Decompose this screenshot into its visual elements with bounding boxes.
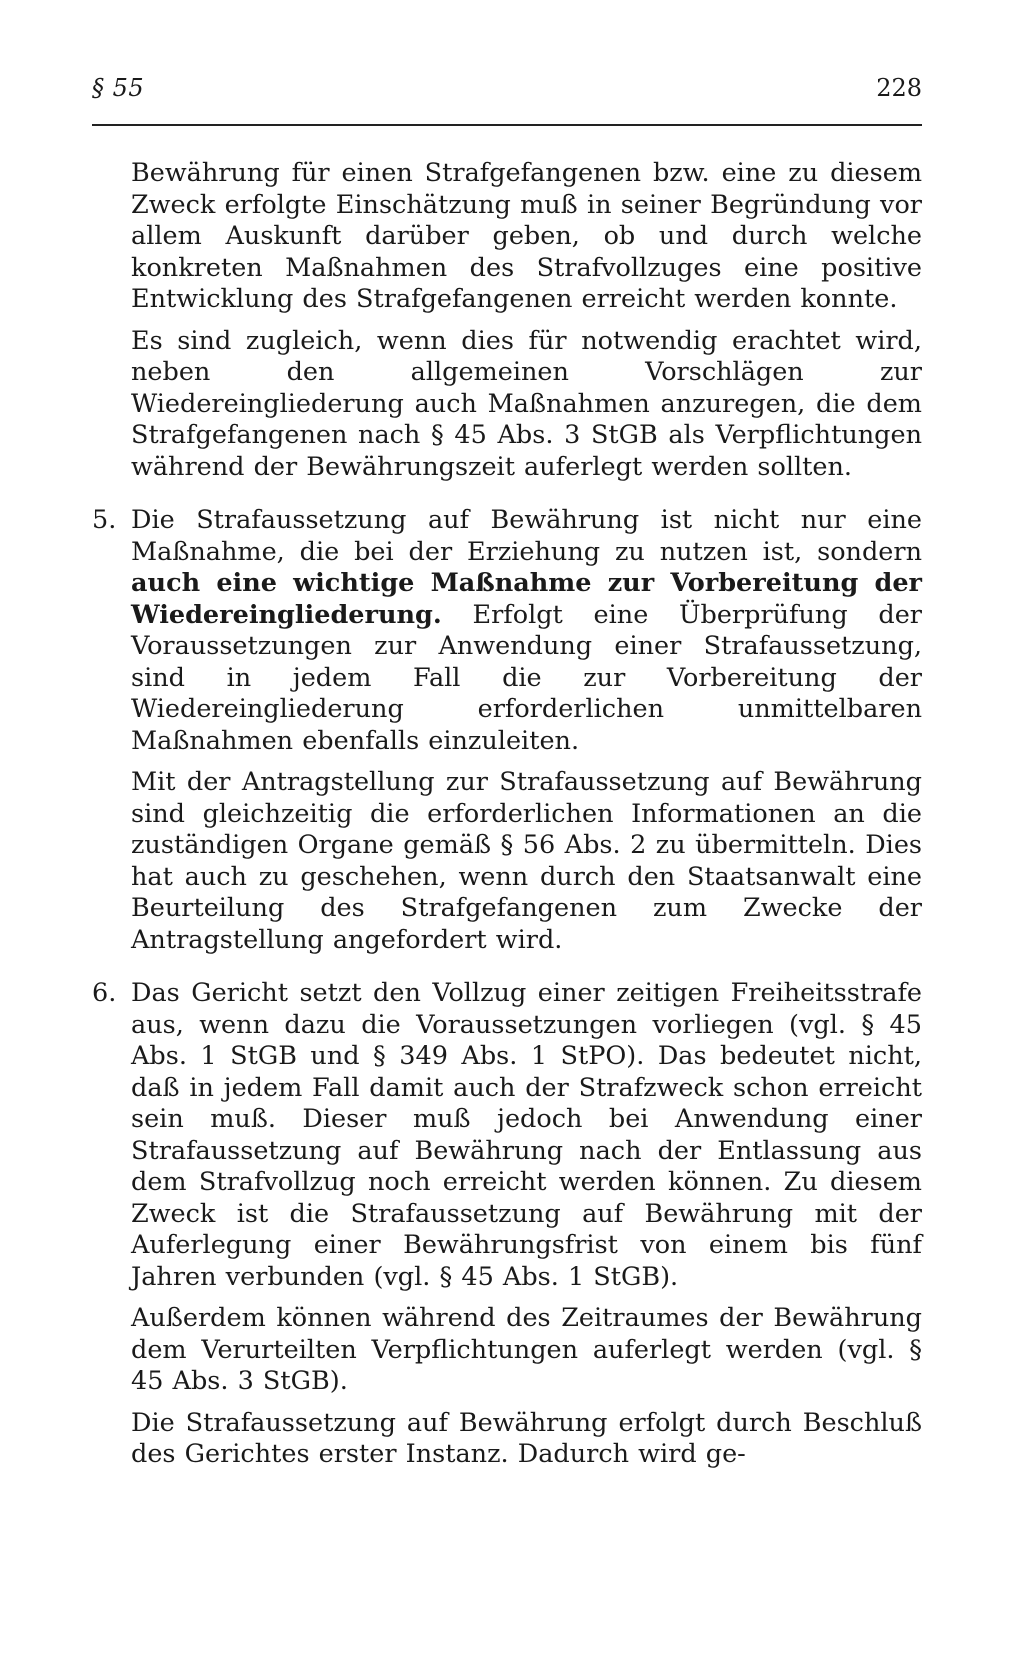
page-header [92, 74, 922, 114]
section-reference: § 55 [92, 74, 145, 102]
list-item-6 [92, 978, 922, 1471]
body-text [92, 158, 922, 1481]
paragraph: Die Strafaussetzung auf Bewährung erfolgt durch Beschluß des Gerichtes erster Instanz. Dadurch wird ge- [131, 1407, 922, 1469]
list-item-text [92, 505, 922, 757]
list-item-5 [92, 505, 922, 956]
paragraph: Es sind zugleich, wenn dies für notwendig erachtet wird, neben den allgemeinen Vorschlägen zur Wiedereingliederung auch Maßnahmen anzuregen, die dem Strafgefangenen nach § 45 Abs. 3 StGB als Verpflichtungen während der Bewährungszeit auferlegt werden sollten. [131, 325, 922, 482]
list-item-number: 6. [92, 978, 117, 1008]
header-divider [92, 124, 922, 126]
list-item-number: 5. [92, 505, 117, 535]
list-item-text-part: Die Strafaussetzung auf Bewährung ist nicht nur eine Maßnahme, die bei der Erziehung zu nutzen ist, sondern [131, 505, 922, 567]
page-number: 228 [876, 74, 922, 102]
paragraph: Außerdem können während des Zeitraumes der Bewährung dem Verurteilten Verpflichtungen auferlegt werden (vgl. § 45 Abs. 3 StGB). [131, 1303, 922, 1396]
paragraph-continued: Bewährung für einen Strafgefangenen bzw. eine zu diesem Zweck erfolgte Einschätzung muß in seiner Begründung vor allem Auskunft darüber geben, ob und durch welche konkreten Maßnahmen des Strafvollzuges eine positive Entwicklung des Strafgefangenen erreicht werden konnte. [131, 158, 922, 314]
paragraph: Mit der Antragstellung zur Strafaussetzung auf Bewährung sind gleichzeitig die erforderlichen Informationen an die zuständigen Organe gemäß § 56 Abs. 2 zu übermitteln. Dies hat auch zu geschehen, wenn durch den Staatsanwalt eine Beurteilung des Strafgefangenen zum Zwecke der Antragstellung angefordert wird. [131, 767, 922, 955]
list-item-text-part: Erfolgt eine Überprüfung der Voraussetzungen zur Anwendung einer Strafaussetzung, sind in jedem Fall die zur Vorbereitung der Wiedereingliederung erforderlichen unmittelbaren Maßnahmen ebenfalls einzuleiten. [131, 599, 922, 756]
list-item-text: Das Gericht setzt den Vollzug einer zeitigen Freiheitsstrafe aus, wenn dazu die Voraussetzungen vorliegen (vgl. § 45 Abs. 1 StGB und § 349 Abs. 1 StPO). Das bedeutet nicht, daß in jedem Fall damit auch der Strafzweck schon erreicht sein muß. Dieser muß jedoch bei Anwendung einer Strafaussetzung auf Bewährung nach der Entlassung aus dem Strafvollzug noch erreicht werden können. Zu diesem Zweck ist die Strafaussetzung auf Bewährung mit der Auferlegung einer Bewährungsfrist von einem bis fünf Jahren verbunden (vgl. § 45 Abs. 1 StGB). [131, 978, 922, 1292]
emphasized-text: auch eine wichtige Maßnahme zur Vorbereitung der Wiedereingliederung. [131, 568, 922, 630]
